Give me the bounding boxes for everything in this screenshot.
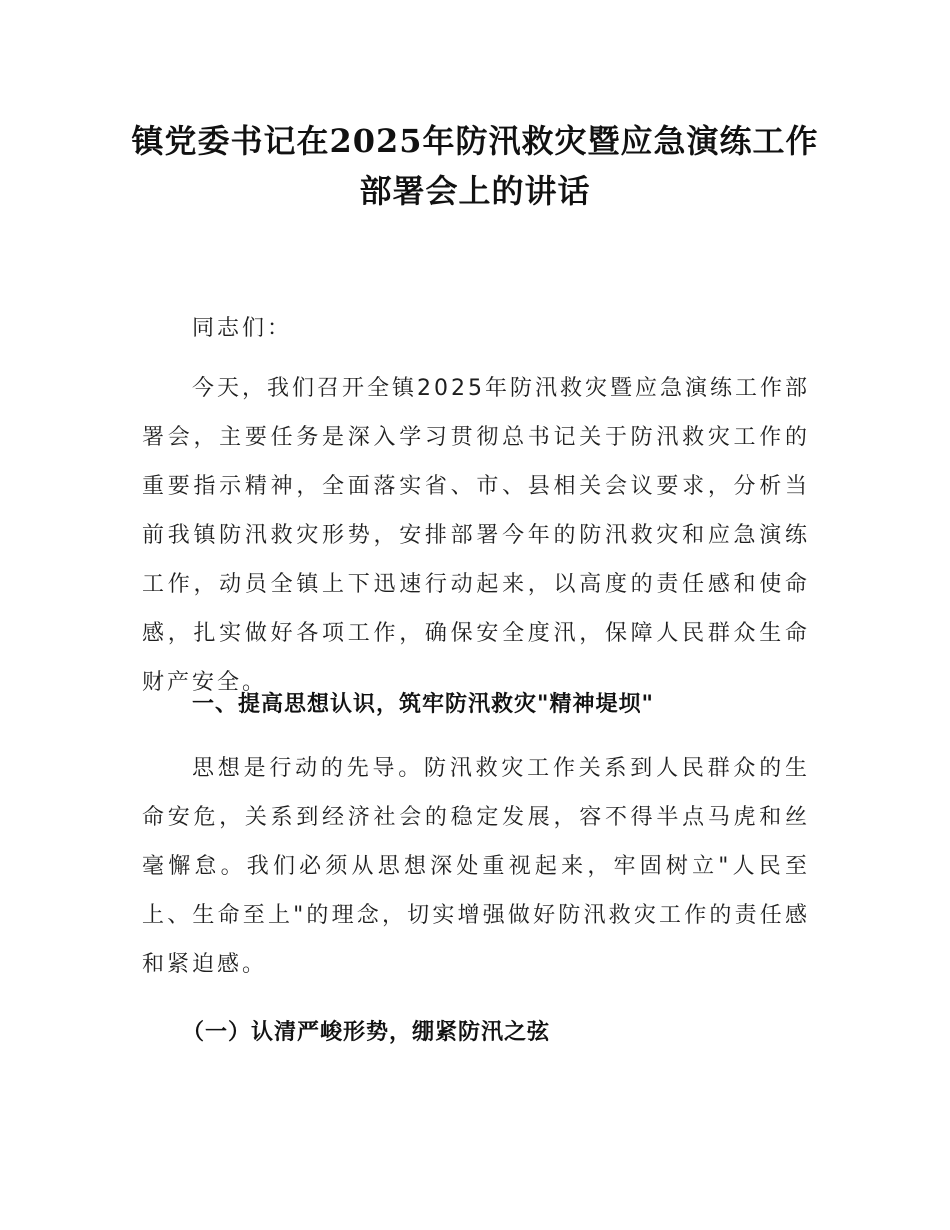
document-title: 镇党委书记在2025年防汛救灾暨应急演练工作部署会上的讲话 xyxy=(131,122,819,210)
paragraph-section-1: 思想是行动的先导。防汛救灾工作关系到人民群众的生命安危，关系到经济社会的稳定发展，容不得半点马虎和丝毫懈怠。我们必须从思想深处重视起来，牢固树立"人民至上、生命至上"的理念，切实增强做好防汛救灾工作的责任感和紧迫感。 xyxy=(142,756,810,977)
section-heading-1: 一、提高思想认识，筑牢防汛救灾"精神堤坝" xyxy=(192,692,654,717)
salutation: 同志们： xyxy=(192,316,293,341)
paragraph-intro: 今天，我们召开全镇2025年防汛救灾暨应急演练工作部署会，主要任务是深入学习贯彻总书记关于防汛救灾工作的重要指示精神，全面落实省、市、县相关会议要求，分析当前我镇防汛救灾形势，安排部署今年的防汛救灾和应急演练工作，动员全镇上下迅速行动起来，以高度的责任感和使命感，扎实做好各项工作，确保安全度汛，保障人民群众生命财产安全。 xyxy=(142,376,810,695)
subsection-heading-1: （一）认清严峻形势，绷紧防汛之弦 xyxy=(182,1020,551,1045)
